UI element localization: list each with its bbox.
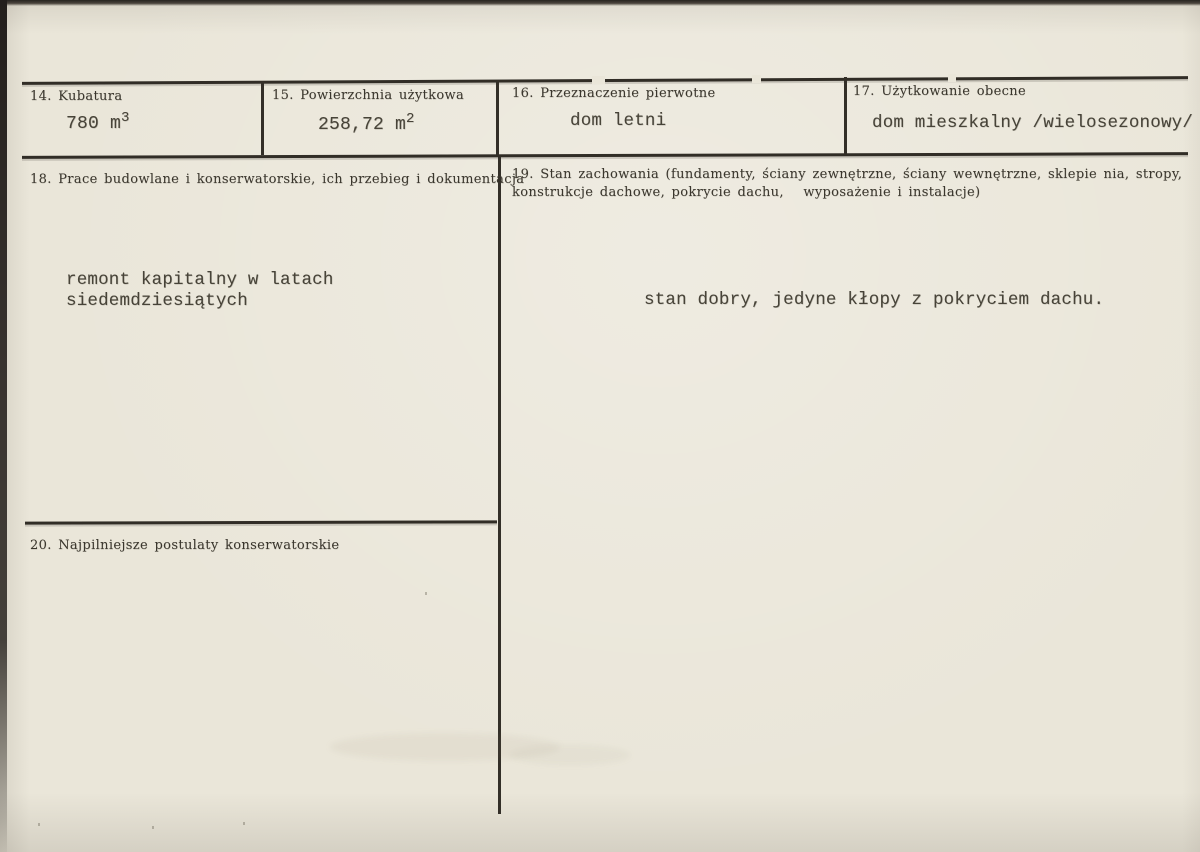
- rule-row1-bottom: [22, 152, 1188, 159]
- rule-field20-top: [25, 520, 497, 524]
- field-18-value-line2: siedemdziesiątych: [66, 291, 248, 311]
- bleedthrough-smudge: [510, 745, 630, 765]
- field-19-label-line2: konstrukcje dachowe, pokrycie dachu, wyposażenie i instalacje): [512, 185, 981, 200]
- divider-15-16: [496, 80, 499, 155]
- field-14-value-superscript: 3: [121, 110, 130, 126]
- field-20-label: 20. Najpilniejsze postulaty konserwatorskie: [30, 538, 340, 553]
- divider-16-17: [844, 77, 847, 154]
- dust-speck: [38, 823, 40, 826]
- field-16-label: 16. Przeznaczenie pierwotne: [512, 86, 716, 101]
- field-16-value: dom letni: [570, 111, 667, 131]
- rule-break: [948, 74, 956, 82]
- field-19-label-line1: 19. Stan zachowania (fundamenty, ściany zewnętrzne, ściany wewnętrzne, sklepie nia, stropy,: [512, 167, 1183, 182]
- field-14-label: 14. Kubatura: [30, 89, 123, 104]
- rule-break: [592, 76, 605, 84]
- dust-speck: [425, 592, 427, 595]
- field-15-label: 15. Powierzchnia użytkowa: [272, 88, 465, 103]
- field-14-value: 780 m3: [66, 110, 130, 134]
- divider-18-19: [498, 157, 501, 814]
- field-17-value: dom mieszkalny /wielosezonowy/: [872, 113, 1194, 133]
- field-19-value: stan dobry, jedyne kłopy z pokryciem dachu.: [644, 290, 1105, 310]
- scan-edge-left: [0, 0, 7, 852]
- field-18-label: 18. Prace budowlane i konserwatorskie, ich przebieg i dokumentacja: [30, 172, 525, 187]
- rule-break: [752, 75, 761, 83]
- field-17-label: 17. Użytkowanie obecne: [853, 84, 1027, 99]
- dust-speck: [152, 826, 154, 829]
- field-18-value-line1: remont kapitalny w latach: [66, 270, 334, 290]
- divider-14-15: [261, 81, 264, 155]
- scan-edge-top: [0, 0, 1200, 6]
- dust-speck: [243, 822, 245, 825]
- field-15-value-superscript: 2: [406, 111, 415, 127]
- field-15-value: 258,72 m2: [318, 111, 415, 135]
